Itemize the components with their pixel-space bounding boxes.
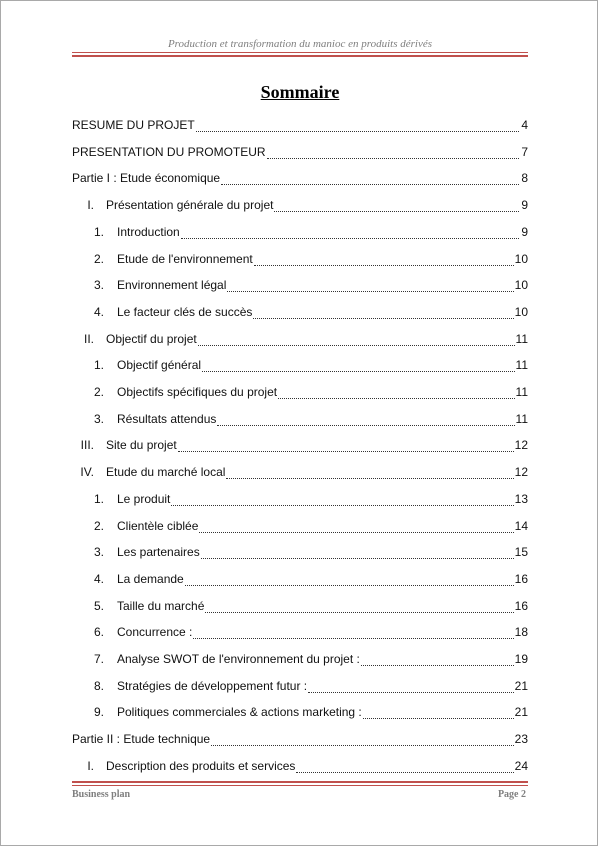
toc-entry-page-number: 11 [515,331,528,346]
page-title: Sommaire [260,82,340,102]
toc-entry-number: I. [87,198,94,213]
toc-entry-page-number: 12 [514,465,528,480]
toc-entry[interactable] [72,570,528,586]
toc-entry-number: 1. [93,358,104,373]
toc-entry-page-number: 12 [514,438,528,453]
toc-dot-leader [296,761,513,773]
toc-entry-page-number: 11 [515,358,528,373]
toc-dot-leader [185,574,514,586]
toc-dot-leader [202,360,514,372]
toc-entry-label: Objectif du projet [106,331,197,346]
toc-entry-label: Etude du marché local [106,465,226,480]
toc-entry-page-number: 10 [514,251,528,266]
toc-entry[interactable] [72,356,528,372]
toc-dot-leader [278,387,514,399]
toc-dot-leader [308,681,514,693]
toc-entry-label: Environnement légal [117,278,227,293]
toc-entry-page-number: 10 [514,278,528,293]
toc-entry-number: 1. [93,224,104,239]
toc-entry[interactable] [72,250,528,266]
toc-entry[interactable] [72,517,528,533]
toc-entry[interactable] [72,623,528,639]
toc-entry-label: Partie II : Etude technique [72,732,211,747]
toc-dot-leader [361,654,514,666]
toc-entry-label: Clientèle ciblée [117,518,199,533]
toc-entry[interactable] [72,410,528,426]
toc-entry[interactable] [72,143,528,159]
toc-entry[interactable] [72,490,528,506]
toc-entry-page-number: 9 [521,224,528,239]
toc-dot-leader [181,227,519,239]
toc-entry-label: Taille du marché [117,598,205,613]
toc-dot-leader [199,521,513,533]
toc-entry-number: 5. [93,598,104,613]
toc-entry[interactable] [72,703,528,719]
toc-entry[interactable] [72,463,528,479]
toc-entry-number: 2. [93,385,104,399]
header-rule [72,52,528,57]
toc-entry[interactable] [72,543,528,559]
toc-entry-label: Analyse SWOT de l'environnement du projet : [117,652,360,666]
toc-entry-label: Les partenaires [117,545,200,560]
toc-entry-label: Stratégies de développement futur : [117,678,308,693]
toc-entry-number: II. [83,331,94,346]
toc-dot-leader [205,601,513,613]
toc-entry-label: RESUME DU PROJET [72,118,195,132]
toc-entry-label: Description des produits et services [106,758,296,773]
toc-entry-page-number: 8 [521,171,528,186]
toc-entry[interactable] [72,276,528,292]
toc-entry[interactable] [72,757,528,773]
running-header: Production et transformation du manioc en produits dérivés [167,38,433,50]
footer-page-number: Page 2 [497,789,526,800]
toc-entry-page-number: 14 [514,518,528,533]
toc-entry-number: 1. [93,491,104,506]
toc-entry-label: Objectifs spécifiques du projet [117,385,278,399]
toc-entry[interactable] [72,330,528,346]
toc-entry-label: Objectif général [117,358,202,373]
toc-dot-leader [226,467,513,479]
toc-dot-leader [193,627,513,639]
toc-entry-label: Introduction [117,224,180,239]
toc-entry-page-number: 9 [521,198,528,213]
toc-entry-label: Site du projet [106,438,177,453]
toc-dot-leader [227,280,513,292]
toc-entry-page-number: 7 [521,144,528,159]
toc-dot-leader [267,147,519,159]
toc-entry-number: 9. [93,705,104,720]
toc-entry-page-number: 11 [515,411,528,426]
toc-dot-leader [274,200,519,212]
toc-entry-page-number: 18 [514,625,528,640]
toc-entry[interactable] [72,169,528,185]
toc-entry[interactable] [72,597,528,613]
toc-entry-page-number: 16 [514,598,528,613]
toc-dot-leader [363,707,514,719]
toc-entry-number: 8. [93,678,104,693]
toc-entry-number: IV. [80,465,94,480]
toc-entry[interactable] [72,196,528,212]
toc-entry-page-number: 4 [521,118,528,132]
toc-entry-number: 3. [93,278,104,293]
toc-entry-label: Concurrence : [117,625,193,640]
toc-entry-number: I. [87,758,94,773]
toc-entry-number: 6. [93,625,104,640]
toc-entry-page-number: 24 [514,758,528,773]
toc-entry-label: Partie I : Etude économique [72,171,221,186]
toc-entry[interactable] [72,223,528,239]
toc-entry-number: 3. [93,411,104,426]
toc-entry-page-number: 11 [515,385,528,399]
toc-entry-page-number: 21 [514,678,528,693]
toc-dot-leader [253,307,513,319]
toc-entry-label: La demande [117,571,184,586]
toc-entry-number: 4. [93,304,104,319]
toc-entry-page-number: 10 [514,304,528,319]
toc-entry-label: PRESENTATION DU PROMOTEUR [72,144,266,159]
toc-dot-leader [171,494,513,506]
toc-entry-number: 2. [93,251,104,266]
toc-dot-leader [217,414,514,426]
toc-entry-label: Le facteur clés de succès [117,304,253,319]
toc-entry[interactable] [72,436,528,452]
toc-entry-number: 7. [93,652,104,666]
toc-entry-page-number: 13 [514,491,528,506]
toc-entry-page-number: 23 [514,732,528,747]
toc-dot-leader [254,254,514,266]
footer-rule [72,781,528,786]
toc-entry-page-number: 19 [514,652,528,666]
toc-entry-label: Politiques commerciales & actions marketing : [117,705,362,720]
toc-entry[interactable] [72,730,528,746]
toc-entry-label: Présentation générale du projet [106,198,274,213]
footer-doc-name: Business plan [72,789,131,800]
toc-dot-leader [221,173,519,185]
toc-entry[interactable] [72,383,528,399]
toc-entry-page-number: 21 [514,705,528,720]
toc-dot-leader [196,120,519,132]
toc-entry-number: III. [80,438,94,453]
toc-entry-number: 4. [93,571,104,586]
toc-dot-leader [211,734,514,746]
toc-dot-leader [198,334,515,346]
toc-entry[interactable] [72,303,528,319]
toc-entry-number: 3. [93,545,104,560]
toc-entry-label: Etude de l'environnement [117,251,253,266]
toc-entry[interactable] [72,650,528,666]
toc-entry-number: 2. [93,518,104,533]
toc-entry[interactable] [72,116,528,132]
toc-entry-label: Résultats attendus [117,411,217,426]
toc-dot-leader [201,547,514,559]
toc-entry[interactable] [72,677,528,693]
toc-entry-page-number: 16 [514,571,528,586]
toc-entry-label: Le produit [117,491,171,506]
toc-entry-page-number: 15 [514,545,528,560]
toc-dot-leader [178,440,514,452]
